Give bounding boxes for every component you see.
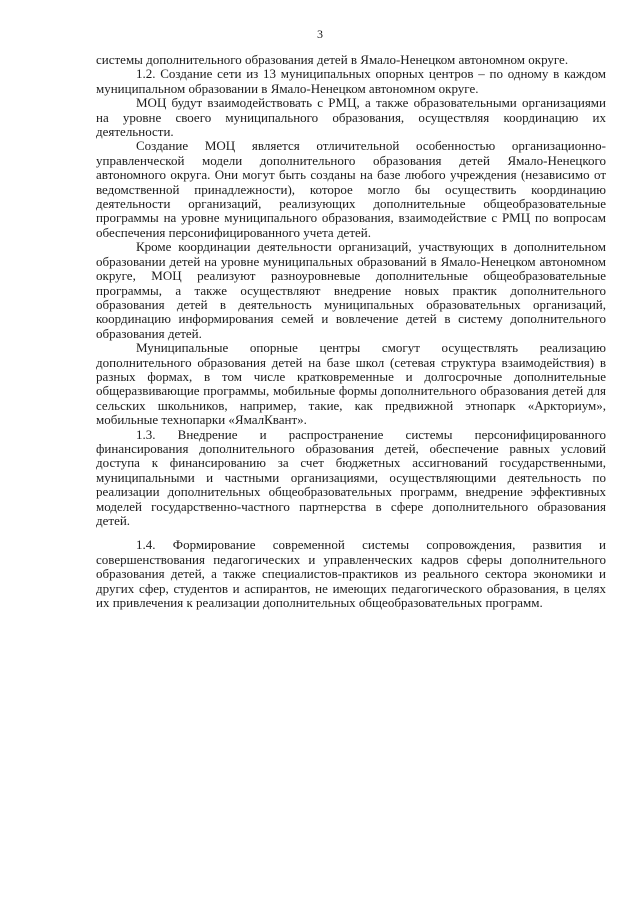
page-number: 3 — [317, 27, 323, 41]
paragraph-moc-interaction: МОЦ будут взаимодействовать с РМЦ, а также образовательными организациями на уровне своего муниципального образования, осуществляя координацию их деятельности. — [96, 95, 606, 140]
paragraph-moc-creation: Создание МОЦ является отличительной особенностью организационно-управленческой модели дополнительного образования детей Ямало-Ненецкого автономного округа. Они могут быть созданы на базе любого учреждения (независимо от ведомственной принадлежности), которое могло бы осуществить координацию деятельности организаций, реализующих дополнительные общеобразовательные программы на уровне муниципального образования, взаимодействие с РМЦ по вопросам обеспечения персонифицированного учета детей. — [96, 138, 606, 240]
paragraph-item-1-3: 1.3. Внедрение и распространение системы персонифицированного финансирования дополнительного образования детей, обеспечение равных условий доступа к финансированию за счет бюджетных ассигнований государственными, муниципальными и частными организациями, осуществляющими деятельность по реализации дополнительных общеобразовательных программ, внедрение эффективных моделей государственно-частного партнерства в сфере дополнительного образования детей. — [96, 426, 606, 528]
paragraph-item-1-2: 1.2. Создание сети из 13 муниципальных опорных центров – по одному в каждом муниципальном образовании в Ямало-Ненецком автономном округе. — [96, 66, 606, 96]
document-body — [96, 53, 606, 610]
paragraph-continuation: системы дополнительного образования детей в Ямало-Ненецком автономном округе. — [96, 52, 569, 67]
paragraph-moc-coordination: Кроме координации деятельности организаций, участвующих в дополнительном образовании детей на уровне муниципальных образований в Ямало-Ненецком автономном округе, МОЦ реализуют разноуровневые дополнительные общеобразовательные программы, а также осуществляют внедрение новых практик дополнительного образования детей в деятельность муниципальных образовательных организаций, координацию информирования семей и вовлечение детей в систему дополнительного образования детей. — [96, 239, 606, 341]
paragraph-municipal-centers: Муниципальные опорные центры смогут осуществлять реализацию дополнительного образования детей на базе школ (сетевая структура взаимодействия) в разных формах, в том числе кратковременные и долгосрочные дополнительные общеразвивающие программы, мобильные формы дополнительного образования детей для сельских школьников, например, такие, как предвижной этнопарк «Аркториум», мобильные технопарки «ЯмалКвант». — [96, 340, 606, 428]
paragraph-item-1-4: 1.4. Формирование современной системы сопровождения, развития и совершенствования педагогических и управленческих кадров сферы дополнительного образования детей, а также специалистов-практиков из реального сектора экономики и других сфер, студентов и аспирантов, не имеющих педагогического образования, в целях их привлечения к реализации дополнительных общеобразовательных программ. — [96, 537, 606, 611]
